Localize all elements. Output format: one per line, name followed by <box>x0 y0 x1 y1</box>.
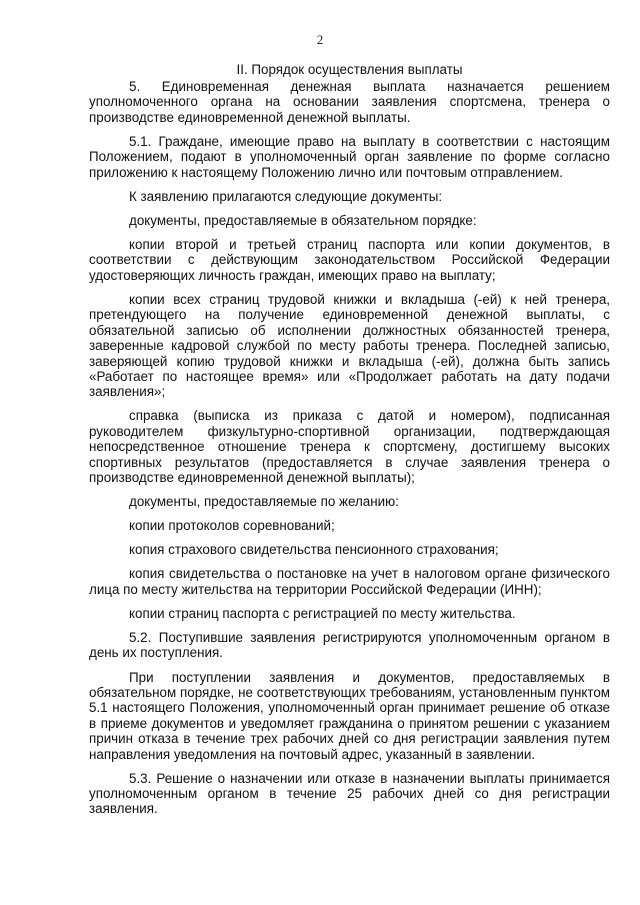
paragraph-5-2: 5.2. Поступившие заявления регистрируются уполномоченным органом в день их поступления. <box>89 630 610 661</box>
paragraph-5-1: 5.1. Граждане, имеющие право на выплату в соответствии с настоящим Положением, подают в уполномоченный орган заявление по форме согласно приложению к настоящему Положению лично или почтовым отправлением. <box>89 133 610 180</box>
list-item-passport-registration: копии страниц паспорта с регистрацией по месту жительства. <box>129 605 516 621</box>
document-body <box>89 79 610 817</box>
mandatory-documents-heading: документы, предоставляемые в обязательном порядке: <box>129 212 477 228</box>
list-item-insurance-certificate: копия страхового свидетельства пенсионного страхования; <box>129 542 499 558</box>
paragraph-5: 5. Единовременная денежная выплата назначается решением уполномоченного органа на основании заявления спортсмена, тренера о производстве единовременной денежной выплаты. <box>89 79 610 125</box>
attached-documents-intro: К заявлению прилагаются следующие документы: <box>129 188 443 204</box>
list-item-certificate: справка (выписка из приказа с датой и номером), подписанная руководителем физкультурно-спортивной организации, подтверждающая непосредственное отношение тренера к спортсмену, достигшему высоких спортивных результатов (предоставляется в случае заявления тренера о производстве единовременной денежной выплаты); <box>89 408 610 486</box>
optional-documents-heading: документы, предоставляемые по желанию: <box>129 494 399 510</box>
paragraph-5-3: 5.3. Решение о назначении или отказе в назначении выплаты принимается уполномоченным органом в течение 25 рабочих дней со дня регистрации заявления. <box>89 770 610 817</box>
paragraph-refusal-procedure: При поступлении заявления и документов, предоставляемых в обязательном порядке, не соответствующих требованиям, установленным пунктом 5.1 настоящего Положения, уполномоченный орган принимает решение об отказе в приеме документов и уведомляет гражданина о принятом решении с указанием причин отказа в течение трех рабочих дней со дня регистрации заявления путем направления уведомления на почтовый адрес, указанный в заявлении. <box>89 669 610 762</box>
list-item-employment-book-copies: копии всех страниц трудовой книжки и вкладыша (-ей) к ней тренера, претендующего на получение единовременной денежной выплаты, с обязательной записью об исполнении должностных обязанностей тренера, заверенные кадровой службой по месту работы тренера. Последней записью, заверяющей копию трудовой книжки и вкладыша (-ей), должна быть запись «Работает по настоящее время» или «Продолжает работать на дату подачи заявления»; <box>89 291 610 400</box>
section-title: II. Порядок осуществления выплаты <box>236 62 463 77</box>
page-number: 2 <box>316 32 324 47</box>
list-item-passport-copies: копии второй и третьей страниц паспорта или копии документов, в соответствии с действующим законодательством Российской Федерации удостоверяющих личность граждан, имеющих право на выплату; <box>89 237 610 283</box>
list-item-tax-certificate: копия свидетельства о постановке на учет в налоговом органе физического лица по месту жительства на территории Российской Федерации (ИНН); <box>89 566 610 597</box>
list-item-competition-protocols: копии протоколов соревнований; <box>129 518 335 534</box>
